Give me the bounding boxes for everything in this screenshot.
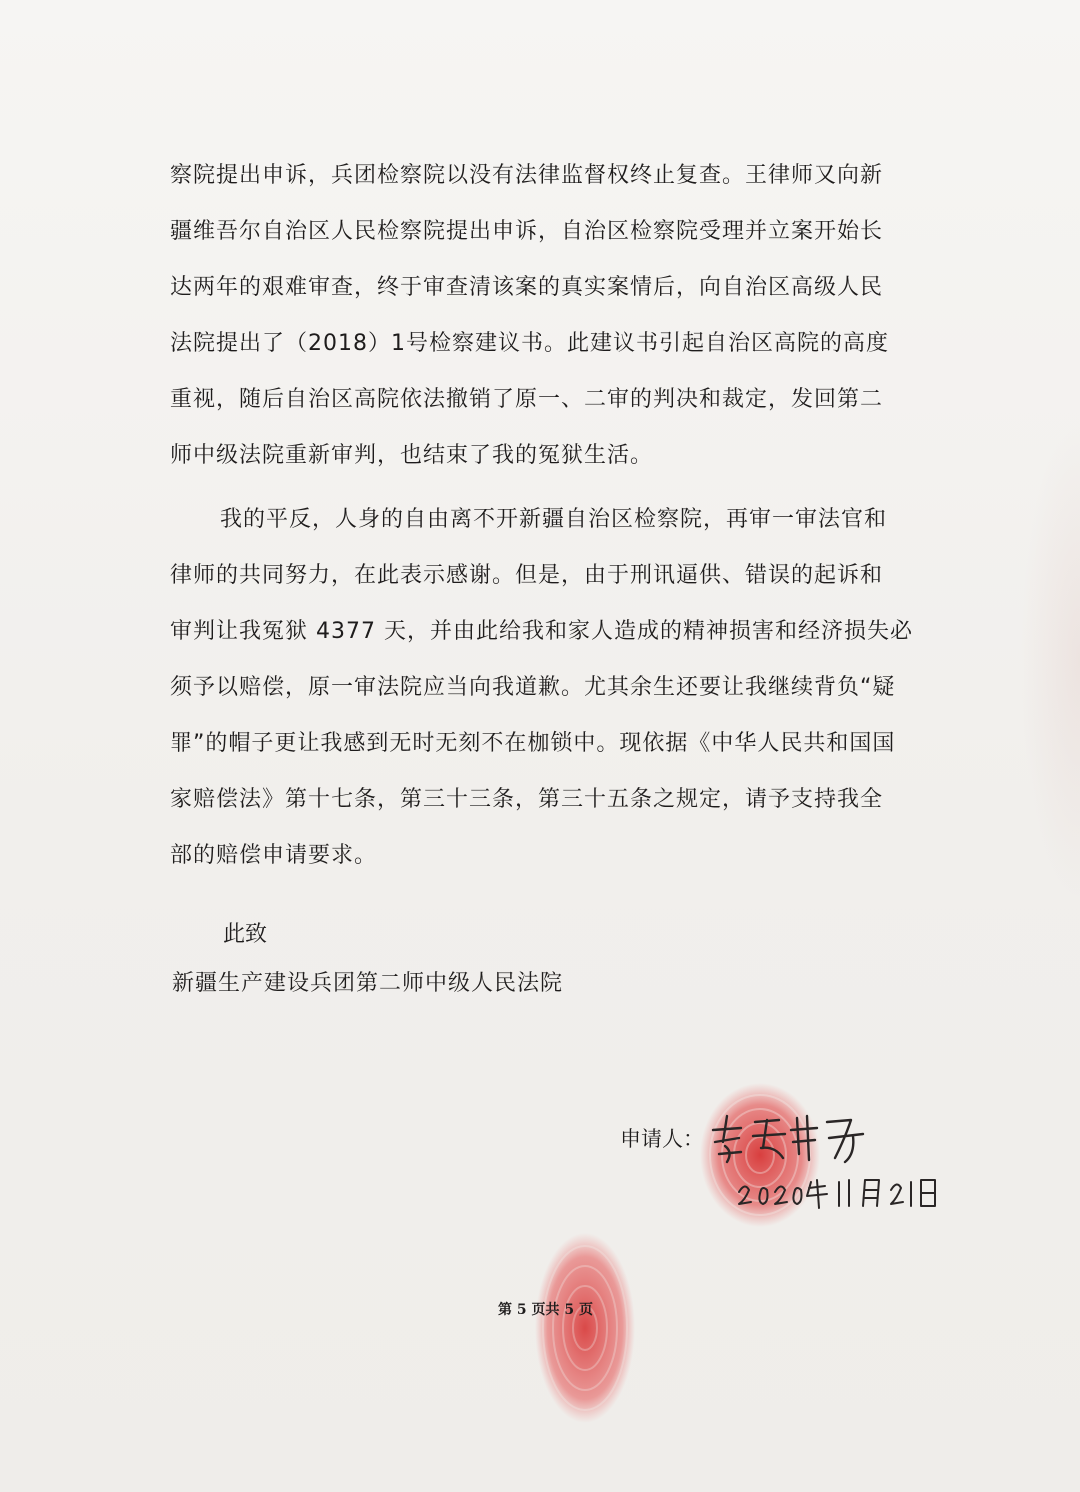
handwritten-signature: [705, 1108, 875, 1168]
recipient-court: 新疆生产建设兵团第二师中级人民法院: [172, 971, 564, 996]
paragraph-1: [170, 148, 950, 484]
paragraph-line: 审判让我冤狱 4377 天，并由此给我和家人造成的精神损害和经济损失必: [170, 619, 913, 644]
footer-prefix: 第: [498, 1302, 512, 1318]
salutation: 此致: [223, 922, 268, 947]
paragraph-line: 律师的共同努力，在此表示感谢。但是，由于刑讯逼供、错误的起诉和: [170, 563, 884, 588]
paragraph-line: 达两年的艰难审查，终于审查清该案的真实案情后，向自治区高级人民: [170, 275, 884, 300]
paragraph-line: 部的赔偿申请要求。: [170, 843, 378, 868]
footer-middle: 页共: [531, 1302, 560, 1318]
paragraph-line: 须予以赔偿，原一审法院应当向我道歉。尤其余生还要让我继续背负“疑: [170, 675, 896, 700]
paragraph-line: 家赔偿法》第十七条，第三十三条，第三十五条之规定，请予支持我全: [170, 787, 884, 812]
paper-stain: [1020, 420, 1080, 900]
paragraph-line: 疆维吾尔自治区人民检察院提出申诉，自治区检察院受理并立案开始长: [170, 219, 884, 244]
footer-current-page: 5: [516, 1302, 527, 1318]
paragraph-line: 察院提出申诉，兵团检察院以没有法律监督权终止复查。王律师又向新: [170, 163, 884, 188]
paragraph-line: 罪”的帽子更让我感到无时无刻不在枷锁中。现依据《中华人民共和国国: [170, 731, 896, 756]
footer-total-pages: 5: [564, 1302, 575, 1318]
document-body: [170, 148, 950, 884]
fingerprint-seal-icon: [530, 1228, 640, 1428]
paragraph-line: 我的平反，人身的自由离不开新疆自治区检察院，再审一审法官和: [220, 507, 888, 532]
footer-suffix: 页: [579, 1302, 593, 1318]
paragraph-line: 法院提出了（2018）1号检察建议书。此建议书引起自治区高院的高度: [170, 331, 889, 356]
handwritten-date: [735, 1172, 950, 1212]
page-number-footer: [498, 1301, 638, 1319]
paragraph-line: 师中级法院重新审判，也结束了我的冤狱生活。: [170, 443, 654, 468]
paragraph-line: 重视，随后自治区高院依法撤销了原一、二审的判决和裁定，发回第二: [170, 387, 884, 412]
paragraph-2: [170, 492, 950, 884]
applicant-label: 申请人：: [620, 1127, 704, 1151]
